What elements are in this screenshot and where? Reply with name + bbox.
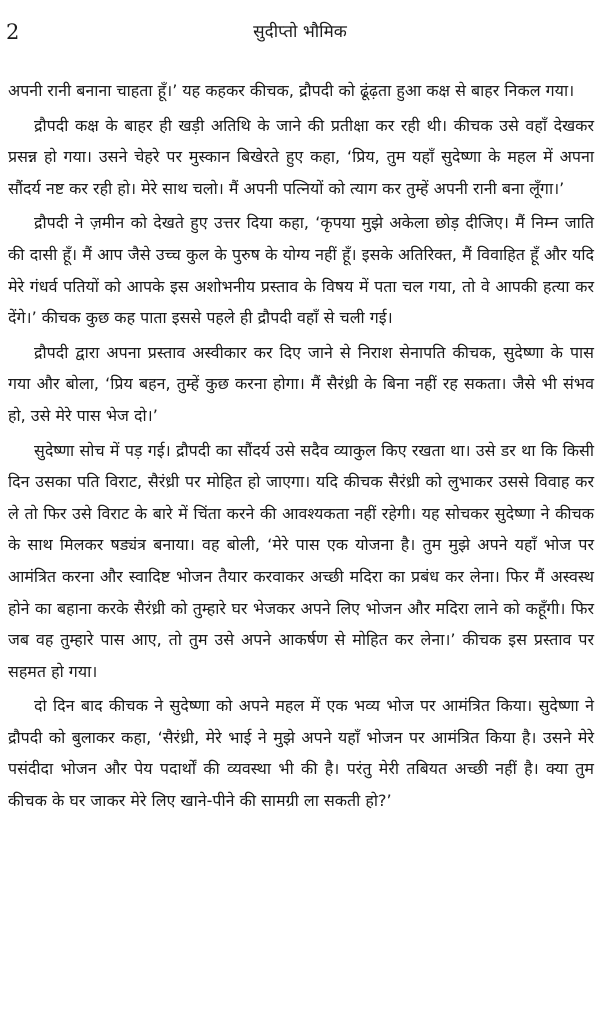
paragraph: द्रौपदी द्वारा अपना प्रस्ताव अस्वीकार कर दिए जाने से निराश सेनापति कीचक, सुदेष्णा के पास गया और बोला, ‘प्रिय बहन, तुम्हें कुछ करना होगा। मैं सैरंध्री के बिना नहीं रह सकता। जैसे भी संभव हो, उसे मेरे पास भेज दो।’ — [8, 342, 594, 425]
running-head: सुदीप्तो भौमिक — [253, 22, 347, 42]
paragraph: द्रौपदी ने ज़मीन को देखते हुए उत्तर दिया कहा, ‘कृपया मुझे अकेला छोड़ दीजिए। मैं निम्न जाति की दासी हूँ। मैं आप जैसे उच्च कुल के पुरुष के योग्य नहीं हूँ। इसके अतिरिक्त, मैं विवाहित हूँ और यदि मेरे गंधर्व पतियों को आपके इस अशोभनीय प्रस्ताव के विषय में पता चल गया, तो वे आपकी हत्या कर देंगे।’ कीचक कुछ कह पाता इससे पहले ही द्रौपदी वहाँ से चली गई। — [8, 213, 594, 328]
paragraph: द्रौपदी कक्ष के बाहर ही खड़ी अतिथि के जाने की प्रतीक्षा कर रही थी। कीचक उसे वहाँ देखकर प्रसन्न हो गया। उसने चेहरे पर मुस्कान बिखेरते हुए कहा, ‘प्रिय, तुम यहाँ सुदेष्णा के महल में अपना सौंदर्य नष्ट कर रही हो। मेरे साथ चलो। मैं अपनी पत्नियों को त्याग कर तुम्हें अपनी रानी बना लूँगा।’ — [8, 115, 594, 198]
paragraph: अपनी रानी बनाना चाहता हूँ।’ यह कहकर कीचक, द्रौपदी को ढूंढ़ता हुआ कक्ष से बाहर निकल गया। — [8, 81, 575, 100]
body-text — [8, 75, 594, 817]
page-number: 2 — [6, 20, 20, 44]
paragraph: सुदेष्णा सोच में पड़ गई। द्रौपदी का सौंदर्य उसे सदैव व्याकुल किए रखता था। उसे डर था कि किसी दिन उसका पति विराट, सैरंध्री पर मोहित हो जाएगा। यदि कीचक सैरंध्री को लुभाकर उससे विवाह कर ले तो फिर उसे विराट के बारे में चिंता करने की आवश्यकता नहीं रहेगी। यह सोचकर सुदेष्णा ने कीचक के साथ मिलकर षड्यंत्र बनाया। वह बोली, ‘मेरे पास एक योजना है। तुम मुझे अपने यहाँ भोज पर आमंत्रित करना और स्वादिष्ट भोजन तैयार करवाकर अच्छी मदिरा का प्रबंध कर लेना। फिर मैं अस्वस्थ होने का बहाना करके सैरंध्री को तुम्हारे घर भेजकर अपने लिए भोजन और मदिरा लाने को कहूँगी। फिर जब वह तुम्हारे पास आए, तो तुम उसे अपने आकर्षण से मोहित कर लेना।’ कीचक इस प्रस्ताव पर सहमत हो गया। — [8, 440, 594, 681]
paragraph: दो दिन बाद कीचक ने सुदेष्णा को अपने महल में एक भव्य भोज पर आमंत्रित किया। सुदेष्णा ने द्रौपदी को बुलाकर कहा, ‘सैरंध्री, मेरे भाई ने मुझे अपने यहाँ भोजन पर आमंत्रित किया है। उसने मेरे पसंदीदा भोजन और पेय पदार्थों की व्यवस्था भी की है। परंतु मेरी तबियत अच्छी नहीं है। क्या तुम कीचक के घर जाकर मेरे लिए खाने-पीने की सामग्री ला सकती हो?’ — [8, 696, 594, 811]
